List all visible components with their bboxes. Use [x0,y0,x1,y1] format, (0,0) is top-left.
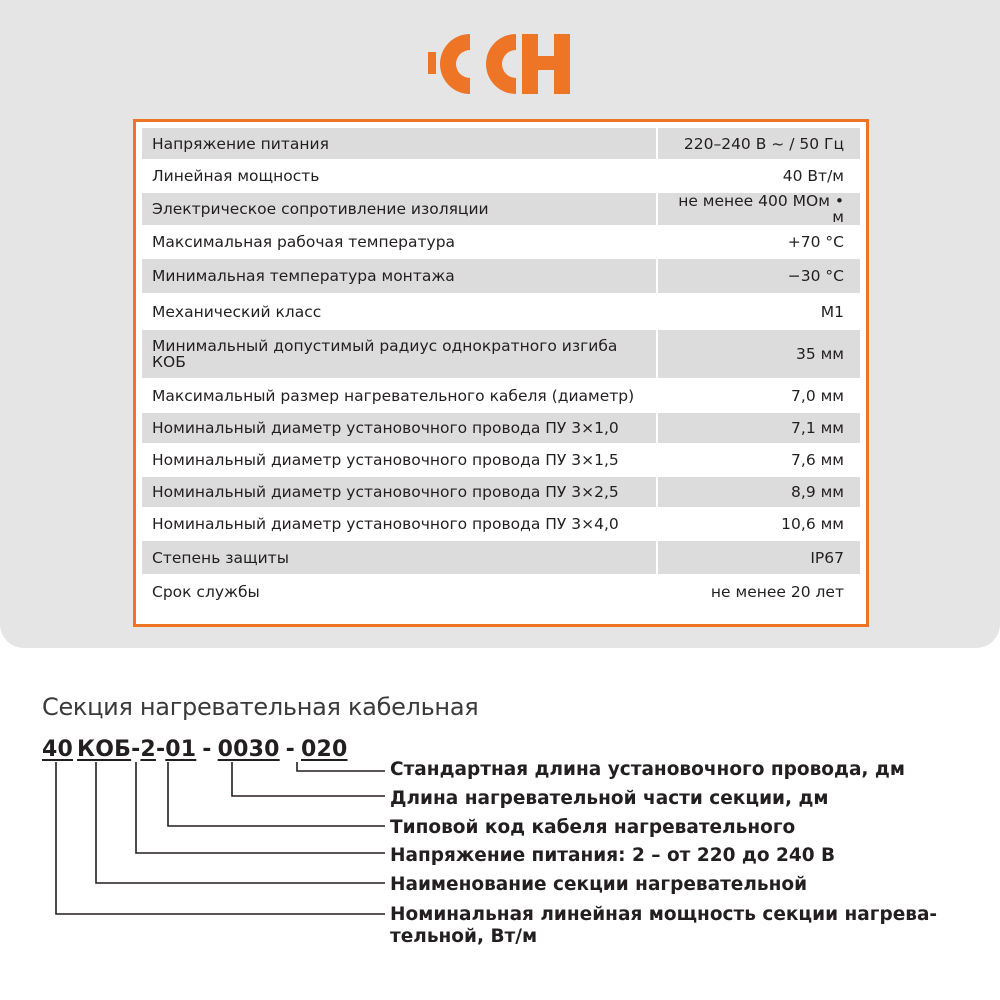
spec-row [142,476,860,508]
spec-param: Максимальная рабочая температура [142,226,657,258]
spec-row [142,329,860,379]
code-segment-name: КОБ [77,737,132,762]
legend-cable-type: Типовой код кабеля нагревательного [390,817,796,838]
product-code [42,737,348,762]
legend-section-name: Наименование секции нагревательной [390,874,808,895]
spec-param: Механический класс [142,294,657,329]
spec-row [142,294,860,329]
code-title: Секция нагревательная кабельная [42,693,479,721]
spec-param: Напряжение питания [142,128,657,160]
leader-line-name [96,762,385,883]
spec-row [142,508,860,540]
spec-value: не менее 400 МОм • м [657,192,860,226]
code-separator: - [155,737,166,762]
spec-param: Номинальный диаметр установочного провода ПУ 3×1,0 [142,412,657,444]
spec-value: 7,6 мм [657,444,860,476]
spec-table [142,128,860,609]
leader-line-cable-type [168,762,385,826]
spec-row [142,379,860,412]
spec-param: Номинальный диаметр установочного провода ПУ 3×4,0 [142,508,657,540]
legend-heating-length: Длина нагревательной части секции, дм [390,788,829,809]
spec-table-frame [133,119,869,627]
spec-value: −30 °С [657,258,860,294]
spec-row [142,444,860,476]
spec-row [142,160,860,192]
leader-line-voltage [136,762,385,853]
spec-param: Электрическое сопротивление изоляции [142,192,657,226]
spec-row [142,540,860,575]
code-segment-power: 40 [42,737,74,762]
spec-value: М1 [657,294,860,329]
spec-value: 10,6 мм [657,508,860,540]
leader-line-lead-length [297,762,385,771]
spec-param: Линейная мощность [142,160,657,192]
spec-value: 40 Вт/м [657,160,860,192]
spec-value: 35 мм [657,329,860,379]
spec-value: 220–240 В ~ / 50 Гц [657,128,860,160]
spec-row [142,192,860,226]
spec-value: IP67 [657,540,860,575]
legend-lead-length: Стандартная длина установочного провода, дм [390,759,905,780]
brand-logo [428,30,570,98]
spec-row [142,258,860,294]
spec-param: Номинальный диаметр установочного провода ПУ 3×2,5 [142,476,657,508]
spec-value: 8,9 мм [657,476,860,508]
code-segment-cable-type: 01 [165,737,197,762]
spec-value: 7,0 мм [657,379,860,412]
spec-param: Минимальный допустимый радиус однократного изгиба КОБ [142,329,657,379]
code-segment-lead-length: 020 [301,737,348,762]
spec-param: Максимальный размер нагревательного кабеля (диаметр) [142,379,657,412]
code-separator: - [202,737,212,762]
spec-row [142,128,860,160]
spec-value: 7,1 мм [657,412,860,444]
spec-row [142,575,860,608]
spec-row [142,226,860,258]
code-segment-voltage: 2 [140,737,156,762]
leader-line-heating-length [232,762,385,796]
spec-value: +70 °С [657,226,860,258]
legend-linear-power: Номинальная линейная мощность секции нагрева-тельной, Вт/м [390,904,938,947]
spec-row [142,412,860,444]
spec-value: не менее 20 лет [657,575,860,608]
spec-param: Номинальный диаметр установочного провода ПУ 3×1,5 [142,444,657,476]
code-separator: - [285,737,296,762]
spec-param: Срок службы [142,575,657,608]
code-segment-heating-length: 0030 [217,737,280,762]
leader-line-power [56,762,385,914]
legend-voltage: Напряжение питания: 2 – от 220 до 240 В [390,845,836,866]
spec-param: Минимальная температура монтажа [142,258,657,294]
code-separator: - [131,737,141,762]
spec-param: Степень защиты [142,540,657,575]
